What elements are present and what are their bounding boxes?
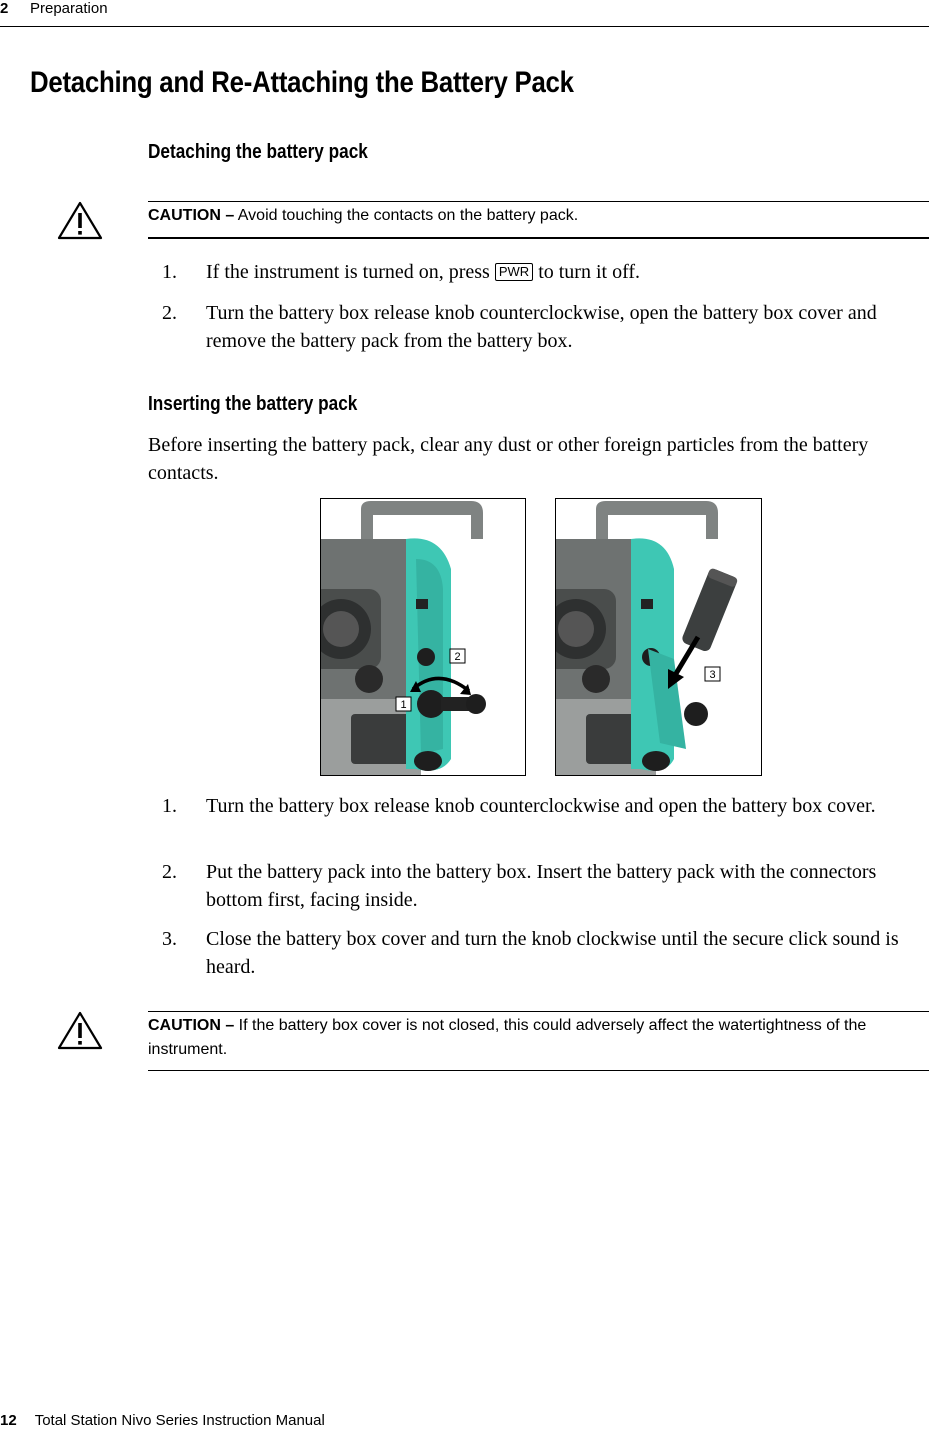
caution-label: CAUTION – [148,207,235,224]
caution-icon [57,200,103,240]
caution-rule-bottom [148,1070,929,1071]
figure-open-cover [320,498,526,776]
page-footer [0,1412,325,1429]
step-number: 1. [162,795,177,817]
caution-label: CAUTION – [148,1017,235,1034]
instrument-illustration-2 [556,499,761,775]
inserting-intro: Before inserting the battery pack, clear any dust or other foreign particles from the battery contacts. [148,434,869,484]
step-number: 2. [162,302,177,324]
page-header [0,0,929,27]
figure-insert-battery [555,498,762,776]
callout-3: 3 [709,669,716,681]
step-number: 2. [162,861,177,883]
caution-icon [57,1010,103,1050]
caution-note [148,204,929,228]
manual-title: Total Station Nivo Series Instruction Manual [34,1412,325,1429]
caution-rule-top [148,201,929,202]
step-text: Put the battery pack into the battery box. Insert the battery pack with the connectors bottom first, facing inside. [206,861,877,911]
step-text: Close the battery box cover and turn the knob clockwise until the secure click sound is heard. [206,928,899,978]
caution-rule-top [148,1011,929,1012]
chapter-title: Preparation [30,0,108,17]
step-text: Turn the battery box release knob counterclockwise and open the battery box cover. [206,795,876,817]
step-number: 1. [162,261,177,283]
caution-body: Avoid touching the contacts on the battery pack. [234,207,579,224]
callout-2: 2 [454,651,461,663]
page-title: Detaching and Re-Attaching the Battery Pack [30,66,574,99]
page-number: 12 [0,1412,17,1429]
caution-rule-bottom [148,237,929,239]
caution-note [148,1014,929,1062]
section-heading-detaching: Detaching the battery pack [148,141,368,163]
pwr-key: PWR [495,263,533,281]
caution-body: If the battery box cover is not closed, this could adversely affect the watertightness of the instrument. [148,1017,867,1058]
step-text: Turn the battery box release knob counterclockwise, open the battery box cover and remove the battery pack from the battery box. [206,302,877,352]
chapter-number: 2 [0,0,9,17]
instrument-illustration-1 [321,499,525,775]
step-text: If the instrument is turned on, press PWR to turn it off. [206,261,641,283]
callout-1: 1 [400,699,407,711]
step-number: 3. [162,928,177,950]
section-heading-inserting: Inserting the battery pack [148,393,358,415]
